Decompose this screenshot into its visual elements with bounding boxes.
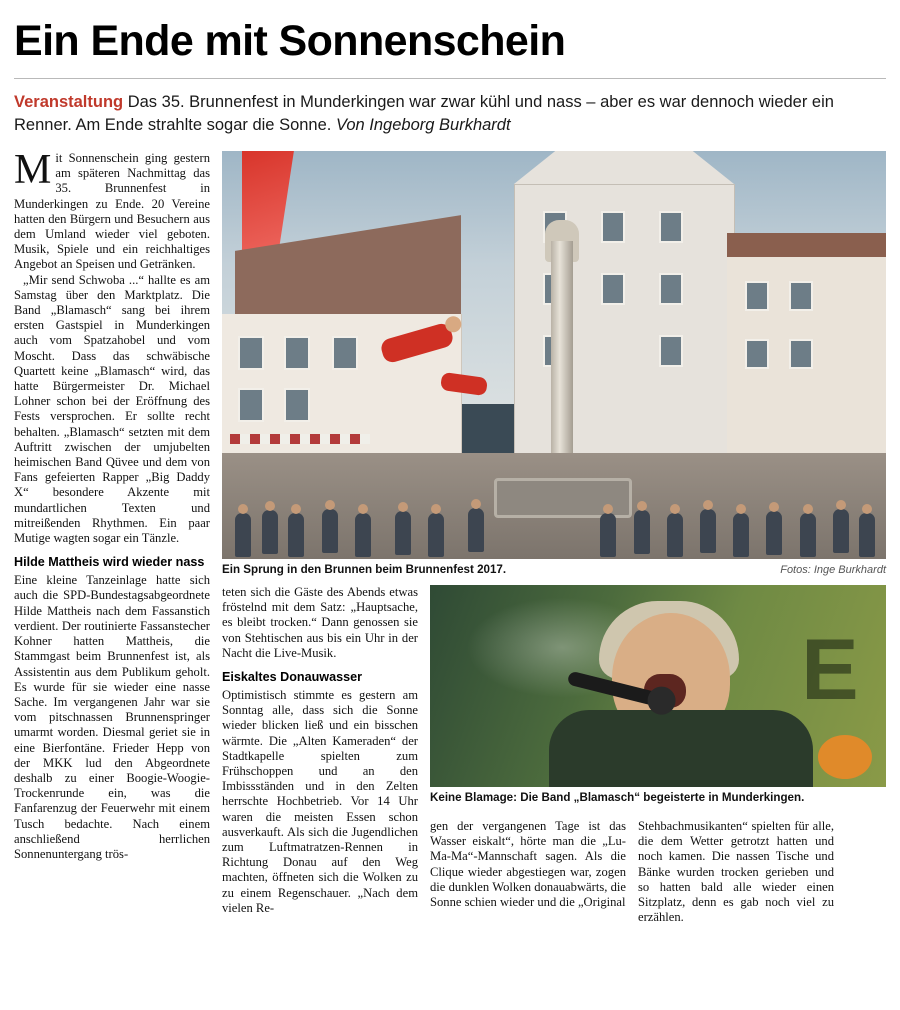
fountain-column [551,241,573,453]
window [284,388,310,422]
paragraph: Mit Sonnenschein ging gestern am späteren Nachmittag das 35. Brunnenfest in Munderkingen zu Ende. 20 Vereine hatten den Bürgern und Besuchern aus dem Umland wieder viel geboten. Musik, Spiele und ein reichhaltiges Angebot an Speisen und Getränken. [14,147,210,272]
text-column-2 [222,585,418,916]
newspaper-page [0,18,900,1010]
window [745,281,769,311]
orange-decoration [818,735,872,779]
window [238,388,264,422]
standfirst [14,91,886,137]
house-right [727,257,886,453]
window [659,211,683,243]
paragraph: gen der vergangenen Tage ist das Wasser eiskalt“, hörte man die „Lu-Ma-Ma“-Mannschaft sagen. Als die Clique wieder abgestiegen war, zogen die dunklen Wolken donauabwärts, die Sonne schien wieder und die „Original [430,819,626,910]
photo-block-band [430,585,886,804]
window [745,339,769,369]
singer-body [549,710,813,787]
kicker-label: Veranstaltung [14,93,124,111]
window [659,273,683,305]
photo-fountain-jump [222,151,886,559]
photo-caption: Ein Sprung in den Brunnen beim Brunnenfest 2017. [222,563,507,576]
subheading-eiskaltes-donauwasser: Eiskaltes Donauwasser [222,670,363,685]
photo-singer [430,585,886,787]
crowd [222,437,886,559]
paragraph: Stehbachmusikanten“ spielten für alle, die dem Wetter getrotzt hatten und noch kamen. Die nassen Tische und Bänke wurden trocken gerieben und so hatten bald alle wieder einen Sitzplatz, denn es gab noch viel zu erzählen. [638,819,834,925]
subheading-hilde-mattheis: Hilde Mattheis wird wieder nass [14,555,205,570]
header-divider [14,78,886,79]
paragraph: Eine kleine Tanzeinlage hatte sich auch die SPD-Bundestagsabgeordnete Hilde Mattheis nach dem Fassanstich verdient. Der routinierte Fassanstecher Kohner hatten Mattheis, die Stammgast beim Brunnenfest ist, als Assistentin aus dem Publikum geholt. Es wurde für sie wieder eine nasse Sache. Im vergangenen Jahr war sie vom pitschnassen Brunnenspringer umarmt worden. Diesmal geriet sie in eine Bierfontäne. Frieder Hepp von der MKK lud den Abgeordnete deshalb zu einer Boogie-Woogie-Trockenrunde ein, was die Fanfarenzug der Feuerwehr mit einem Tusch bedachte. Nach einem anschließend herrlichen Sonnenuntergang trös- [14,573,210,861]
standfirst-text: Das 35. Brunnenfest in Munderkingen war zwar kühl und nass – aber es war dennoch wieder ein Renner. Am Ende strahlte sogar die Sonne. [14,93,834,134]
paragraph: „Mir send Schwoba ...“ hallte es am Samstag über den Marktplatz. Die Band „Blamasch“ sang bei ihrem ersten Gastspiel in Munderkingen auch vom Spatzahobel und vom Moscht. Dass das schwäbische Quartett keine „Blamasch“ wird, das hatte Bürgermeister Dr. Michael Lohner schon bei der Eröffnung des Fests versprochen. Er sollte recht behalten. „Blamasch“ setzten mit dem Auftritt zwischen der umjubelten heimischen Band Qüvee und dem von Fans gefeierten Rapper „Big Daddy X“ besondere Akzente mit mundartlichen Texten und mitreißenden Rhythmen. Ein paar Mutige wagten sogar ein Tänzle. [14,272,210,546]
photo-caption: Keine Blamage: Die Band „Blamasch“ begeisterte in Munderkingen. [430,791,805,804]
window [284,336,310,370]
window [789,281,813,311]
paragraph: Optimistisch stimmte es gestern am Sonntag alle, dass sich die Sonne wieder blicken ließ und ein bisschen wärmte. Die „Alten Kameraden“ der Stadtkapelle spielten zum Frühschoppen und an den Imbissständen und in den Zelten herrschte Hochbetrieb. Vor 14 Uhr waren die meisten Essen schon ausverkauft. Als sich die Jugendlichen zum Luftmatratzen-Rennen in Richtung Donau auf den Weg machten, öffneten sich die Wolken zu zu einem Regenschauer. „Nach dem vielen Re- [222,688,418,915]
paragraph: teten sich die Gäste des Abends etwas fröstelnd mit dem Satz: „Hauptsache, es bleibt trocken.“ Dann genossen sie von Stehtischen aus bis ein Uhr in der Nacht die Live-Musik. [222,585,418,660]
byline: Von Ingeborg Burkhardt [335,116,511,134]
photo-caption-row [222,559,886,576]
window [601,211,625,243]
text-column-1 [14,147,210,862]
backdrop-letter: E [801,622,859,719]
photo-block-main [222,151,886,576]
window [659,335,683,367]
window [601,273,625,305]
text-column-4 [638,819,834,925]
window [332,336,358,370]
page-title: Ein Ende mit Sonnenschein [14,17,566,65]
text-column-3 [430,819,626,910]
window [789,339,813,369]
window [238,336,264,370]
photo-credit: Fotos: Inge Burkhardt [780,564,886,576]
